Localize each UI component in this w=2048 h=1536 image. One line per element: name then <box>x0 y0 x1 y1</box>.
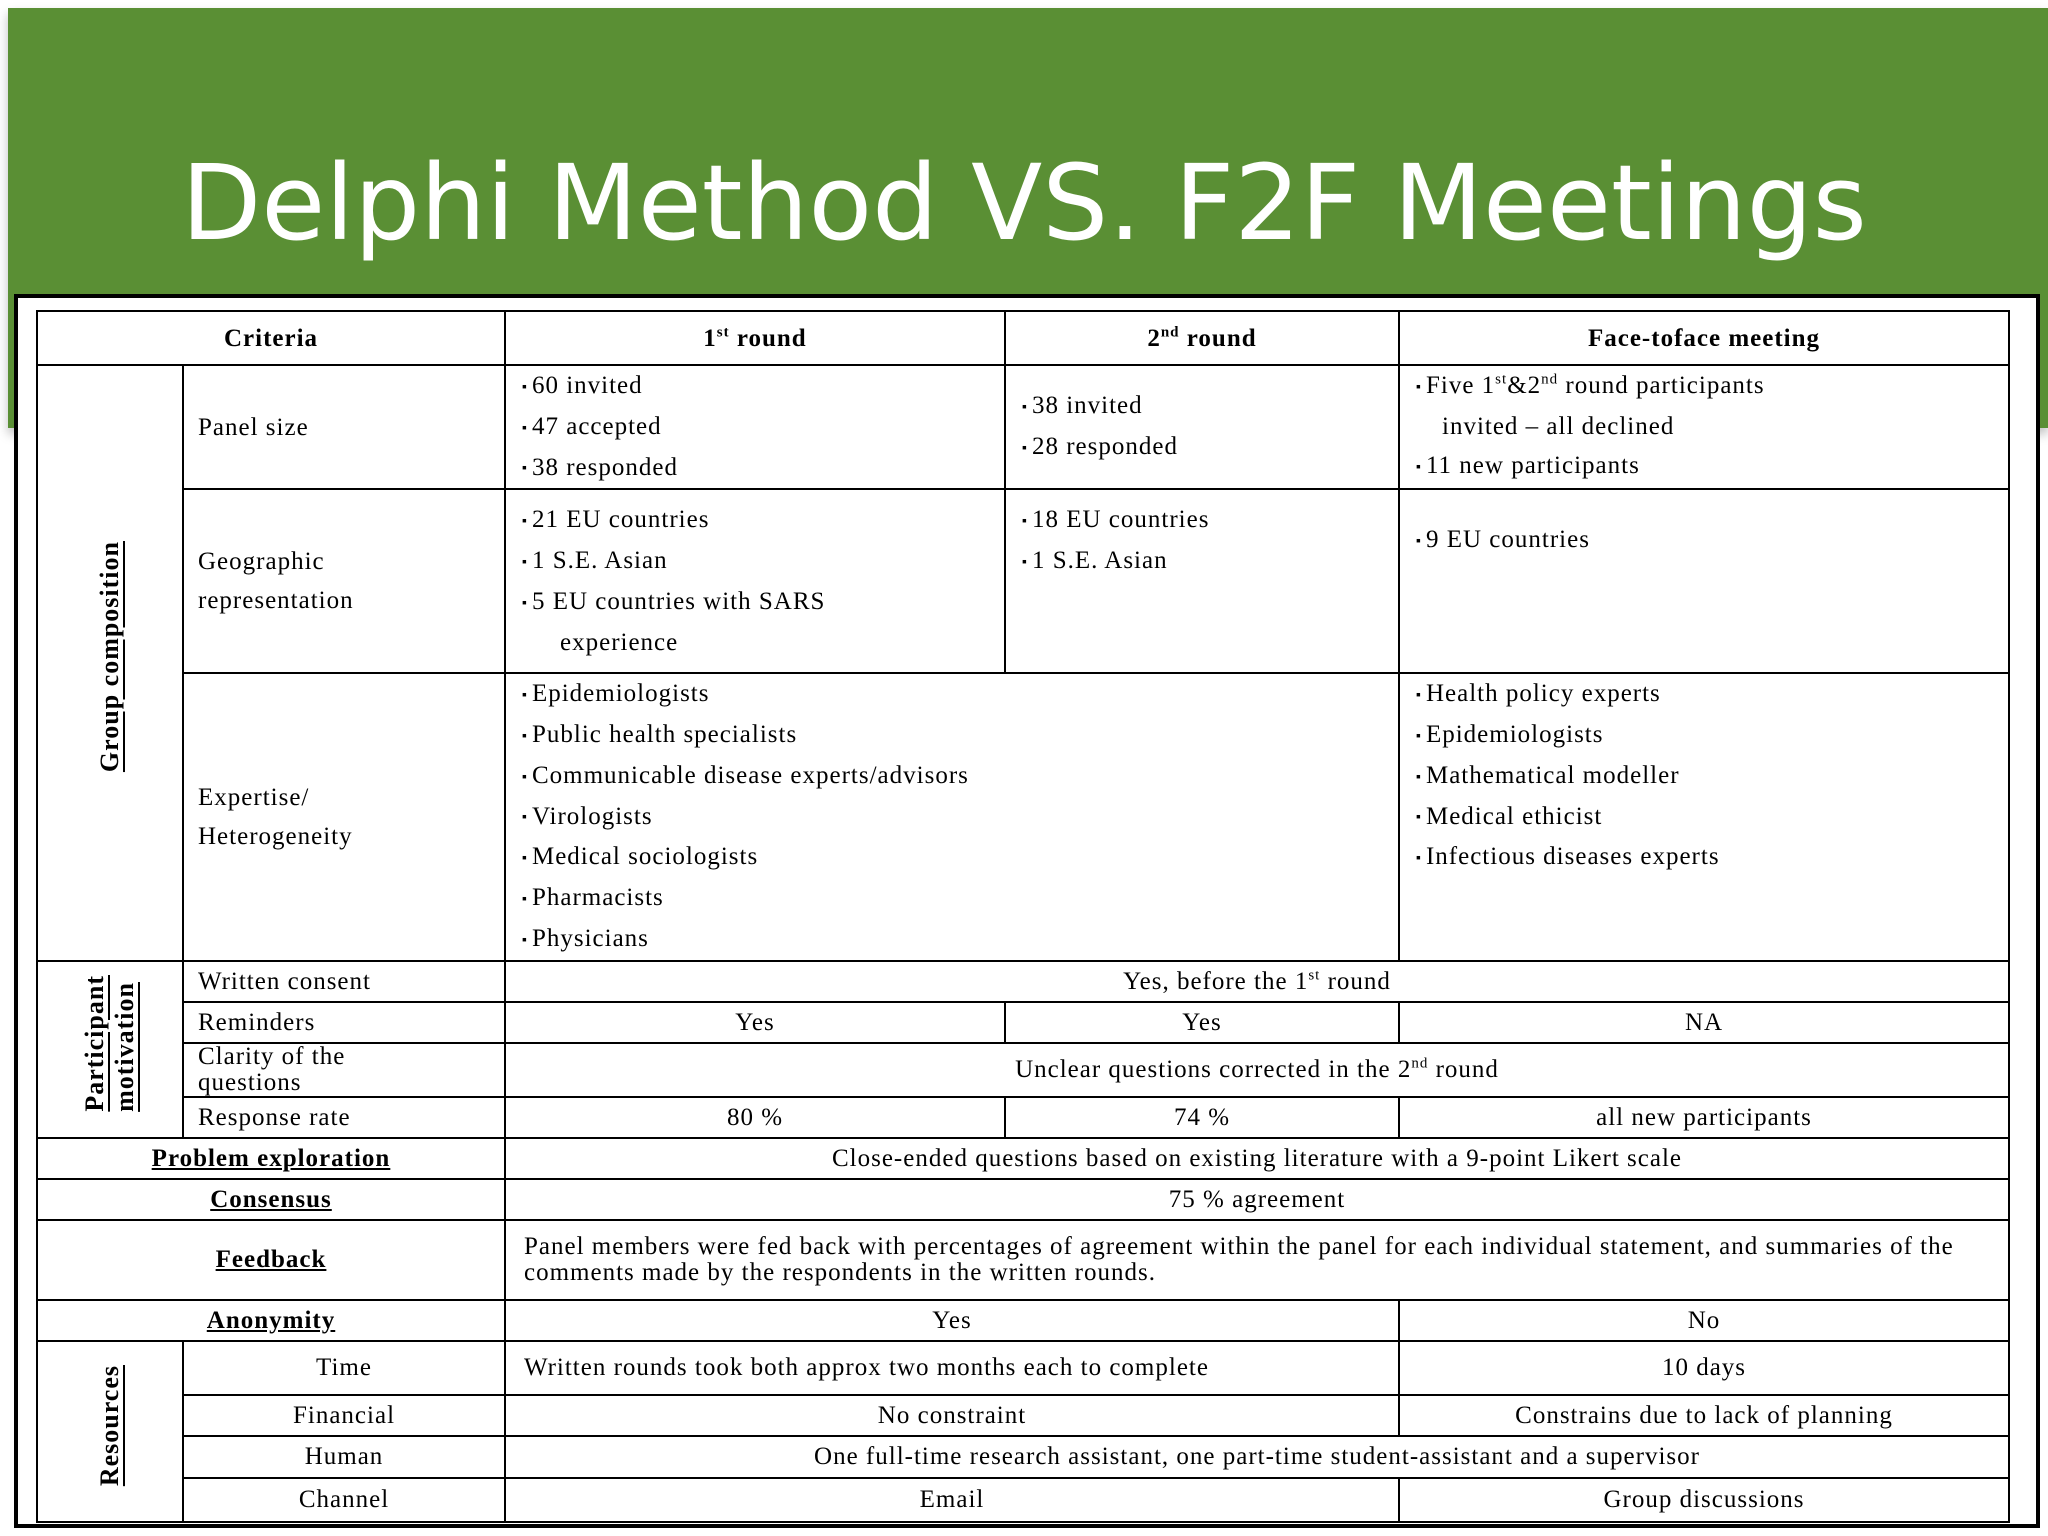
row-panel-size <box>37 365 2009 489</box>
time-f2f: 10 days <box>1399 1341 2009 1395</box>
feedback-label: Feedback <box>37 1220 505 1300</box>
list-item: ▪ Epidemiologists <box>522 674 1390 715</box>
problem-exploration-value: Close-ended questions based on existing literature with a 9-point Likert scale <box>505 1138 2009 1179</box>
list-item: ▪ Five 1st&2nd round participants <box>1416 366 2000 407</box>
time-label: Time <box>183 1341 505 1395</box>
problem-exploration-label: Problem exploration <box>37 1138 505 1179</box>
group-composition-label: Group composition <box>37 365 183 961</box>
geographic-f2f <box>1399 489 2009 673</box>
time-delphi: Written rounds took both approx two months each to complete <box>505 1341 1399 1395</box>
consensus-value: 75 % agreement <box>505 1179 2009 1220</box>
response-rate-round2: 74 % <box>1005 1097 1399 1138</box>
geographic-round2 <box>1005 489 1399 673</box>
list-item: ▪ 38 invited <box>1022 386 1390 427</box>
list-item-continuation: invited – all declined <box>1442 412 1675 440</box>
row-reminders <box>37 1002 2009 1043</box>
list-item: ▪ 47 accepted <box>522 407 996 448</box>
row-financial <box>37 1395 2009 1436</box>
list-item: ▪ Health policy experts <box>1416 674 2000 715</box>
geographic-round1 <box>505 489 1005 673</box>
list-item: ▪ Medical sociologists <box>522 837 1390 878</box>
list-item: ▪ 28 responded <box>1022 427 1390 468</box>
panel-size-round2 <box>1005 365 1399 489</box>
channel-f2f: Group discussions <box>1399 1478 2009 1522</box>
row-consensus <box>37 1179 2009 1220</box>
response-rate-f2f: all new participants <box>1399 1097 2009 1138</box>
response-rate-label: Response rate <box>183 1097 505 1138</box>
list-item-continuation: experience <box>560 628 679 656</box>
financial-f2f: Constrains due to lack of planning <box>1399 1395 2009 1436</box>
reminders-label: Reminders <box>183 1002 505 1043</box>
reminders-f2f: NA <box>1399 1002 2009 1043</box>
channel-label: Channel <box>183 1478 505 1522</box>
list-item: ▪ 18 EU countries <box>1022 500 1390 541</box>
slide-title: Delphi Method VS. F2F Meetings <box>181 142 1867 264</box>
reminders-round2: Yes <box>1005 1002 1399 1043</box>
financial-label: Financial <box>183 1395 505 1436</box>
header-f2f: Face-toface meeting <box>1399 311 2009 365</box>
financial-delphi: No constraint <box>505 1395 1399 1436</box>
list-item: ▪ Infectious diseases experts <box>1416 837 2000 878</box>
panel-size-round1 <box>505 365 1005 489</box>
reminders-round1: Yes <box>505 1002 1005 1043</box>
row-response-rate <box>37 1097 2009 1138</box>
list-item: ▪ 60 invited <box>522 366 996 407</box>
human-value: One full-time research assistant, one part-time student-assistant and a supervisor <box>505 1436 2009 1478</box>
comparison-table <box>36 310 2010 1523</box>
expertise-delphi <box>505 673 1399 960</box>
header-round2: 2nd round <box>1005 311 1399 365</box>
header-round1: 1st round <box>505 311 1005 365</box>
row-written-consent <box>37 961 2009 1002</box>
list-item: ▪ Communicable disease experts/advisors <box>522 756 1390 797</box>
list-item: ▪ 5 EU countries with SARS <box>522 582 996 623</box>
channel-delphi: Email <box>505 1478 1399 1522</box>
list-item: ▪ Physicians <box>522 919 1390 960</box>
row-expertise <box>37 673 2009 960</box>
written-consent-value: Yes, before the 1st round <box>505 961 2009 1002</box>
list-item: ▪ 21 EU countries <box>522 500 996 541</box>
list-item: ▪ 9 EU countries <box>1416 520 2000 561</box>
expertise-f2f <box>1399 673 2009 960</box>
list-item: ▪ 11 new participants <box>1416 446 2000 487</box>
list-item: ▪ Mathematical modeller <box>1416 756 2000 797</box>
row-feedback <box>37 1220 2009 1300</box>
row-clarity <box>37 1043 2009 1097</box>
row-time <box>37 1341 2009 1395</box>
list-item: ▪ Epidemiologists <box>1416 715 2000 756</box>
row-anonymity <box>37 1300 2009 1341</box>
feedback-value: Panel members were fed back with percentages of agreement within the panel for each individual statement, and summaries of the comments made by the respondents in the written rounds. <box>505 1220 2009 1300</box>
written-consent-label: Written consent <box>183 961 505 1002</box>
header-row <box>37 311 2009 365</box>
participant-motivation-label: Participantmotivation <box>37 961 183 1138</box>
human-label: Human <box>183 1436 505 1478</box>
anonymity-delphi: Yes <box>505 1300 1399 1341</box>
row-problem-exploration <box>37 1138 2009 1179</box>
expertise-label: Expertise/ Heterogeneity <box>183 673 505 960</box>
row-geographic <box>37 489 2009 673</box>
panel-size-f2f <box>1399 365 2009 489</box>
row-human <box>37 1436 2009 1478</box>
row-channel <box>37 1478 2009 1522</box>
clarity-label: Clarity of the questions <box>183 1043 505 1097</box>
consensus-label: Consensus <box>37 1179 505 1220</box>
list-item: ▪ Medical ethicist <box>1416 797 2000 838</box>
list-item: ▪ Pharmacists <box>522 878 1390 919</box>
resources-label: Resources <box>37 1341 183 1522</box>
list-item: ▪ 38 responded <box>522 448 996 489</box>
anonymity-f2f: No <box>1399 1300 2009 1341</box>
anonymity-label: Anonymity <box>37 1300 505 1341</box>
list-item: ▪ 1 S.E. Asian <box>1022 541 1390 582</box>
response-rate-round1: 80 % <box>505 1097 1005 1138</box>
list-item: ▪ Public health specialists <box>522 715 1390 756</box>
header-criteria: Criteria <box>37 311 505 365</box>
panel-size-label: Panel size <box>183 365 505 489</box>
list-item: ▪ Virologists <box>522 797 1390 838</box>
clarity-value: Unclear questions corrected in the 2nd round <box>505 1043 2009 1097</box>
list-item: ▪ 1 S.E. Asian <box>522 541 996 582</box>
geographic-label: Geographic representation <box>183 489 505 673</box>
